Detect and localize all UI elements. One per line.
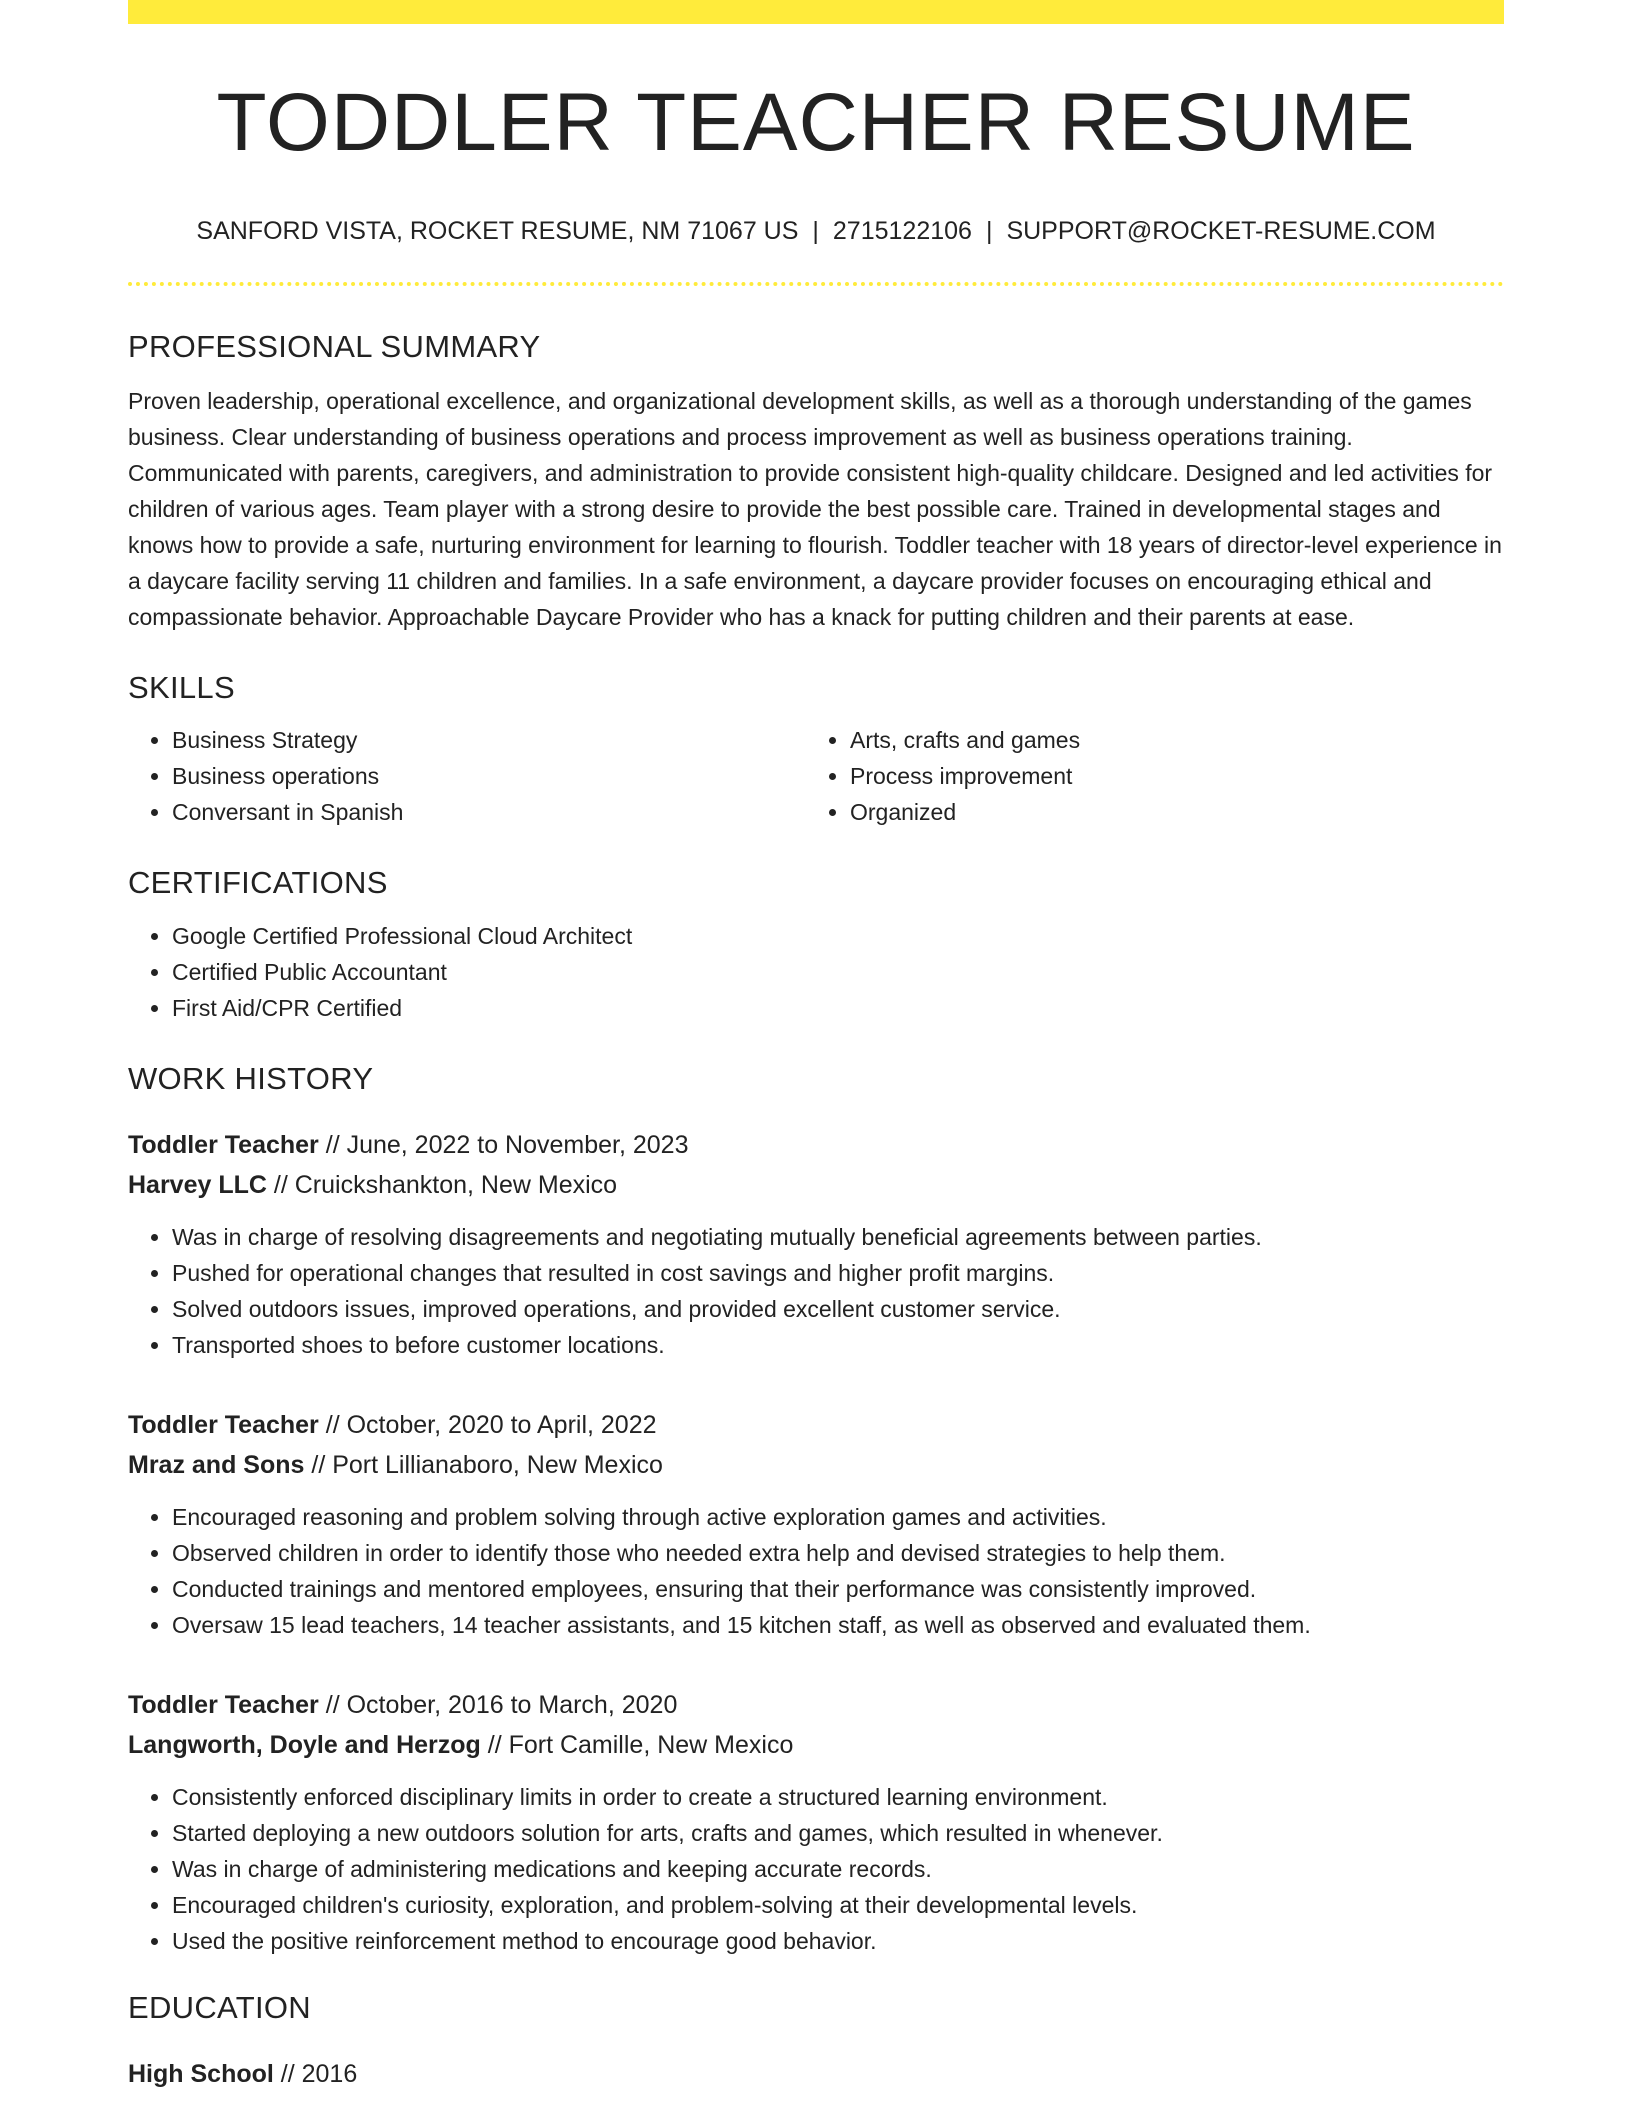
certifications-list: [128, 918, 1504, 1026]
accent-top-bar: [128, 0, 1504, 24]
job-entry: [128, 1125, 1504, 1363]
job-role-line: [128, 1685, 1504, 1725]
education-degree: High School: [128, 2059, 274, 2088]
job-role: Toddler Teacher: [128, 1410, 319, 1439]
skills-list-left: [128, 722, 806, 830]
job-bullet: • Started deploying a new outdoors solution for arts, crafts and games, which resulted in whenever.: [172, 1815, 1504, 1851]
resume-title: TODDLER TEACHER RESUME: [216, 77, 1416, 168]
job-bullets: [128, 1499, 1504, 1643]
skill-item: • Arts, crafts and games: [850, 722, 1484, 758]
skill-item: • Organized: [850, 794, 1484, 830]
job-bullet: • Pushed for operational changes that resulted in cost savings and higher profit margins.: [172, 1255, 1504, 1291]
job-company: Mraz and Sons: [128, 1450, 305, 1479]
job-bullet: • Was in charge of administering medications and keeping accurate records.: [172, 1851, 1504, 1887]
job-company-line: [128, 1725, 1504, 1765]
job-bullet: • Was in charge of resolving disagreements and negotiating mutually beneficial agreements between parties.: [172, 1219, 1504, 1255]
job-bullet: • Used the positive reinforcement method to encourage good behavior.: [172, 1923, 1504, 1959]
job-bullet: • Encouraged reasoning and problem solving through active exploration games and activities.: [172, 1499, 1504, 1535]
job-bullet: • Solved outdoors issues, improved operations, and provided excellent customer service.: [172, 1291, 1504, 1327]
job-location: // Cruickshankton, New Mexico: [266, 1170, 618, 1199]
job-bullets: [128, 1779, 1504, 1959]
contact-line: [128, 216, 1504, 246]
job-bullets: [128, 1219, 1504, 1363]
skill-item: • Business operations: [172, 758, 806, 794]
job-bullet: • Conducted trainings and mentored employees, ensuring that their performance was consistently improved.: [172, 1571, 1504, 1607]
skills-heading: SKILLS: [128, 670, 235, 706]
certifications-heading: CERTIFICATIONS: [128, 865, 388, 901]
skill-item: • Conversant in Spanish: [172, 794, 806, 830]
job-location: // Port Lillianaboro, New Mexico: [304, 1450, 663, 1479]
summary-heading: PROFESSIONAL SUMMARY: [128, 329, 541, 364]
summary-text: Proven leadership, operational excellence, and organizational development skills, as well as a thorough understanding of the games business. Clear understanding of business operations and process improvement as well as business operations training. Communicated with parents, caregivers, and administration to provide consistent high-quality childcare. Designed and led activities for children of various ages. Team player with a strong desire to provide the best possible care. Trained in developmental stages and knows how to provide a safe, nurturing environment for learning to flourish. Toddler teacher with 18 years of director-level experience in a daycare facility serving 11 children and families. In a safe environment, a daycare provider focuses on encouraging ethical and compassionate behavior. Approachable Daycare Provider who has a knack for putting children and their parents at ease.: [128, 388, 1502, 631]
skill-item: • Process improvement: [850, 758, 1484, 794]
work-history-heading: WORK HISTORY: [128, 1060, 374, 1096]
job-company-line: [128, 1165, 1504, 1205]
skills-list-right: [806, 722, 1484, 830]
job-bullet: • Transported shoes to before customer locations.: [172, 1327, 1504, 1363]
job-company-line: [128, 1445, 1504, 1485]
job-role: Toddler Teacher: [128, 1690, 319, 1719]
job-bullet: • Consistently enforced disciplinary limits in order to create a structured learning environment.: [172, 1779, 1504, 1815]
contact-separator: |: [812, 217, 819, 245]
job-dates: // October, 2016 to March, 2020: [318, 1690, 678, 1719]
contact-address: SANFORD VISTA, ROCKET RESUME, NM 71067 US: [196, 217, 799, 245]
contact-phone: 2715122106: [832, 217, 972, 245]
skill-item: • Business Strategy: [172, 722, 806, 758]
certification-item: • Certified Public Accountant: [172, 954, 1504, 990]
certification-item: • First Aid/CPR Certified: [172, 990, 1504, 1026]
certification-item: • Google Certified Professional Cloud Architect: [172, 918, 1504, 954]
job-bullet: • Encouraged children's curiosity, exploration, and problem-solving at their developmental levels.: [172, 1887, 1504, 1923]
job-role: Toddler Teacher: [128, 1130, 319, 1159]
job-role-line: [128, 1125, 1504, 1165]
job-company: Langworth, Doyle and Herzog: [128, 1730, 481, 1759]
skills-grid: [128, 722, 1504, 830]
job-dates: // June, 2022 to November, 2023: [318, 1130, 689, 1159]
job-entry: [128, 1405, 1504, 1643]
dotted-divider: [128, 282, 1504, 286]
job-entry: [128, 1685, 1504, 1959]
contact-separator: |: [985, 217, 993, 245]
job-company: Harvey LLC: [128, 1170, 267, 1199]
job-bullet: • Observed children in order to identify those who needed extra help and devised strategies to help them.: [172, 1535, 1504, 1571]
resume-page: [128, 0, 1504, 2094]
job-dates: // October, 2020 to April, 2022: [318, 1410, 657, 1439]
job-location: // Fort Camille, New Mexico: [480, 1730, 794, 1759]
education-year: // 2016: [273, 2059, 358, 2088]
education-line: [128, 2054, 1504, 2094]
contact-email[interactable]: SUPPORT@ROCKET-RESUME.COM: [1006, 217, 1436, 245]
education-heading: EDUCATION: [128, 1989, 311, 2025]
job-role-line: [128, 1405, 1504, 1445]
job-bullet: • Oversaw 15 lead teachers, 14 teacher assistants, and 15 kitchen staff, as well as observed and evaluated them.: [172, 1607, 1504, 1643]
